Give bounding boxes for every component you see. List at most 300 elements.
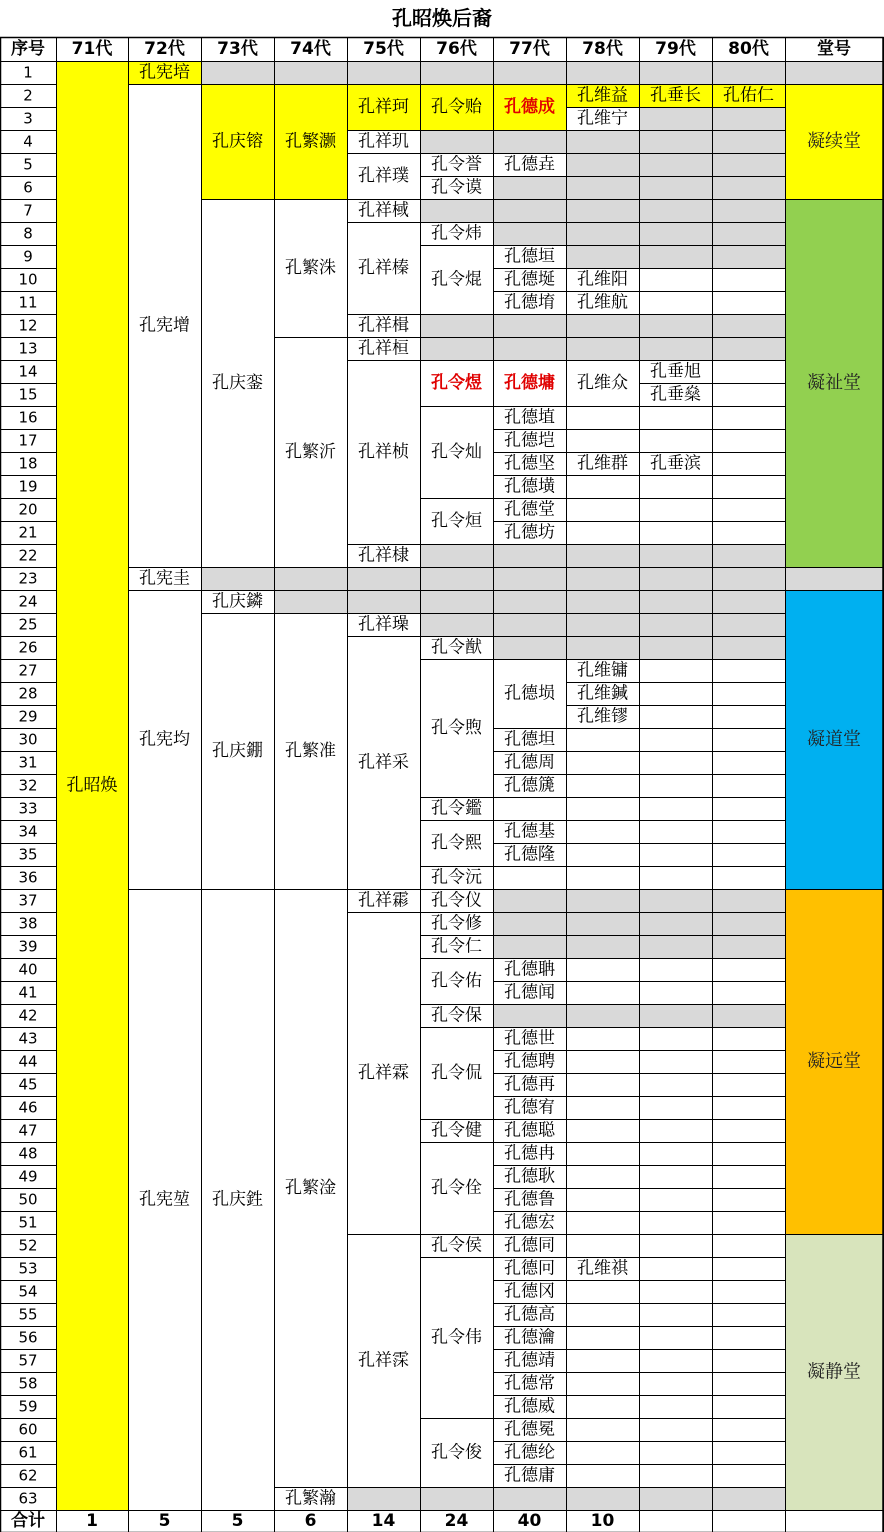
descendant-name: 孔令佺 [431, 1178, 482, 1198]
descendant-name: 孔德周 [504, 752, 555, 773]
column-header: 71代 [71, 39, 113, 59]
row-number: 25 [18, 615, 38, 634]
name-cell [567, 62, 640, 85]
row-number: 24 [18, 592, 38, 611]
descendant-name: 孔令仁 [431, 936, 482, 957]
row-number: 51 [18, 1213, 38, 1232]
name-cell [640, 1097, 713, 1120]
name-cell [421, 62, 494, 85]
name-cell [713, 775, 786, 798]
name-cell [640, 315, 713, 338]
row-number: 59 [18, 1397, 38, 1416]
total-value: 6 [304, 1511, 317, 1531]
name-cell [640, 1143, 713, 1166]
name-cell [713, 1281, 786, 1304]
hall-name: 凝远堂 [807, 1051, 861, 1072]
name-cell [567, 315, 640, 338]
name-cell [567, 913, 640, 936]
descendant-name: 孔令佑 [431, 971, 482, 991]
descendant-name: 孔德威 [504, 1396, 555, 1417]
name-cell [567, 798, 640, 821]
column-header: 78代 [582, 39, 623, 59]
name-cell [713, 1373, 786, 1396]
name-cell [567, 1074, 640, 1097]
descendant-name: 孔祥榛 [358, 258, 409, 278]
column-header: 73代 [217, 39, 258, 59]
descendant-name: 孔令焜 [431, 269, 482, 290]
name-cell [348, 568, 421, 591]
descendant-name: 孔维宁 [577, 108, 628, 129]
name-cell [567, 775, 640, 798]
descendant-name: 孔繁沂 [285, 442, 336, 462]
name-cell [713, 1442, 786, 1465]
hall-name: 凝道堂 [807, 729, 861, 750]
name-cell [640, 913, 713, 936]
name-cell [567, 867, 640, 890]
name-cell [713, 476, 786, 499]
name-cell [567, 1005, 640, 1028]
name-cell [640, 1373, 713, 1396]
descendant-name: 孔令灿 [431, 442, 482, 462]
name-cell [494, 200, 567, 223]
row-number: 58 [18, 1374, 38, 1393]
name-cell [494, 1005, 567, 1028]
name-cell [421, 545, 494, 568]
name-cell [567, 1189, 640, 1212]
descendant-name: 孔德纶 [504, 1442, 555, 1463]
descendant-name: 孔德高 [504, 1304, 555, 1325]
column-header: 74代 [290, 39, 331, 59]
total-value: 1 [86, 1511, 98, 1531]
name-cell [567, 936, 640, 959]
name-cell [786, 62, 884, 85]
descendant-name: 孔维众 [577, 373, 628, 393]
row-number: 9 [23, 247, 33, 266]
name-cell [640, 1396, 713, 1419]
row-number: 18 [18, 454, 38, 473]
name-cell [494, 1488, 567, 1511]
row-number: 49 [18, 1167, 38, 1186]
name-cell [567, 1212, 640, 1235]
name-cell [567, 1120, 640, 1143]
name-cell [713, 1120, 786, 1143]
descendant-name: 孔德冉 [504, 1143, 555, 1164]
descendant-name: 孔维航 [577, 292, 628, 313]
row-number: 3 [23, 109, 33, 128]
name-cell [275, 62, 348, 85]
name-cell [713, 844, 786, 867]
column-header: 75代 [363, 39, 404, 59]
name-cell [567, 568, 640, 591]
name-cell [713, 269, 786, 292]
name-cell [567, 499, 640, 522]
name-cell [640, 683, 713, 706]
descendant-name: 孔祥璞 [358, 166, 409, 186]
descendant-name: 孔德鲁 [504, 1189, 555, 1210]
name-cell [640, 614, 713, 637]
row-number: 36 [18, 868, 38, 887]
column-header: 序号 [11, 39, 45, 59]
name-cell [713, 1304, 786, 1327]
row-number: 42 [18, 1006, 38, 1025]
descendant-name: 孔德世 [504, 1028, 555, 1049]
name-cell [567, 522, 640, 545]
name-cell [713, 637, 786, 660]
descendant-name: 孔令仪 [431, 890, 482, 911]
descendant-name: 孔德冈 [504, 1281, 555, 1302]
descendant-name: 孔德埏 [504, 269, 555, 290]
name-cell [713, 936, 786, 959]
name-cell [640, 545, 713, 568]
name-cell [640, 476, 713, 499]
row-number: 29 [18, 707, 38, 726]
name-cell [567, 1442, 640, 1465]
descendant-name: 孔庆錋 [212, 741, 263, 761]
name-cell [713, 108, 786, 131]
name-cell [640, 62, 713, 85]
row-number: 26 [18, 638, 38, 657]
name-cell [421, 338, 494, 361]
name-cell [640, 1350, 713, 1373]
descendant-name: 孔维祺 [577, 1258, 628, 1279]
name-cell [640, 200, 713, 223]
name-cell [713, 154, 786, 177]
name-cell [640, 154, 713, 177]
row-number: 56 [18, 1328, 38, 1347]
row-number: 21 [18, 523, 38, 542]
row-number: 10 [18, 270, 38, 289]
name-cell [713, 1488, 786, 1511]
name-cell [640, 269, 713, 292]
row-number: 34 [18, 822, 38, 841]
descendant-name: 孔祥棫 [358, 200, 409, 221]
name-cell [567, 959, 640, 982]
descendant-name: 孔德常 [504, 1373, 555, 1394]
total-cell [640, 1511, 713, 1532]
descendant-name: 孔令贻 [431, 97, 482, 117]
name-cell [713, 1166, 786, 1189]
name-cell [567, 246, 640, 269]
descendant-name: 孔维群 [577, 453, 628, 474]
name-cell [713, 1350, 786, 1373]
descendant-name: 孔德冕 [504, 1419, 555, 1440]
row-number: 52 [18, 1236, 38, 1255]
row-number: 16 [18, 408, 38, 427]
name-cell [567, 338, 640, 361]
descendant-name: 孔祥霖 [358, 1063, 409, 1083]
descendant-name: 孔垂滨 [650, 453, 701, 474]
name-cell [640, 1488, 713, 1511]
name-cell [640, 177, 713, 200]
name-cell [640, 223, 713, 246]
descendant-name: 孔维镠 [577, 706, 628, 727]
name-cell [640, 1028, 713, 1051]
name-cell [567, 1235, 640, 1258]
descendant-name: 孔德宏 [504, 1212, 555, 1233]
row-number: 6 [23, 178, 33, 197]
descendant-name: 孔德耿 [504, 1166, 555, 1187]
name-cell [567, 154, 640, 177]
total-value: 40 [517, 1511, 542, 1531]
descendant-name: 孔繁淦 [285, 1178, 336, 1198]
column-header: 76代 [436, 39, 477, 59]
descendant-name: 孔德聪 [504, 1120, 555, 1141]
descendant-name: 孔令谟 [431, 177, 482, 198]
name-cell [494, 545, 567, 568]
name-cell [713, 1419, 786, 1442]
descendant-name: 孔祥棣 [358, 545, 409, 566]
name-cell [494, 591, 567, 614]
name-cell [640, 1258, 713, 1281]
name-cell [640, 292, 713, 315]
descendant-name: 孔令猷 [431, 637, 482, 658]
descendant-name: 孔宪均 [139, 729, 190, 750]
name-cell [640, 522, 713, 545]
row-number: 53 [18, 1259, 38, 1278]
name-cell [640, 798, 713, 821]
name-cell [713, 890, 786, 913]
descendant-name: 孔德瀹 [504, 1327, 555, 1348]
name-cell [567, 430, 640, 453]
descendant-name: 孔令鑑 [431, 798, 482, 819]
row-number: 45 [18, 1075, 38, 1094]
row-number: 61 [18, 1443, 38, 1462]
name-cell [713, 1212, 786, 1235]
name-cell [713, 1235, 786, 1258]
name-cell [640, 982, 713, 1005]
name-cell [567, 1028, 640, 1051]
name-cell [567, 177, 640, 200]
total-cell [713, 1511, 786, 1532]
name-cell [640, 637, 713, 660]
name-cell [640, 752, 713, 775]
name-cell [713, 292, 786, 315]
row-number: 19 [18, 477, 38, 496]
descendant-name: 孔令伟 [431, 1327, 482, 1348]
name-cell [713, 660, 786, 683]
descendant-name: 孔德墴 [504, 476, 555, 497]
name-cell [567, 890, 640, 913]
total-value: 10 [590, 1511, 615, 1531]
name-cell [494, 614, 567, 637]
row-number: 57 [18, 1351, 38, 1370]
name-cell [713, 62, 786, 85]
row-number: 54 [18, 1282, 38, 1301]
descendant-name: 孔祥楫 [358, 315, 409, 336]
descendant-name: 孔繁准 [285, 741, 336, 761]
name-cell [494, 890, 567, 913]
row-number: 41 [18, 983, 38, 1002]
descendant-name: 孔令誉 [431, 154, 482, 175]
name-cell [713, 798, 786, 821]
name-cell [567, 1465, 640, 1488]
row-number: 62 [18, 1466, 38, 1485]
row-number: 38 [18, 914, 38, 933]
name-cell [567, 1350, 640, 1373]
name-cell [567, 844, 640, 867]
name-cell [640, 108, 713, 131]
name-cell [421, 131, 494, 154]
name-cell [713, 499, 786, 522]
row-number: 46 [18, 1098, 38, 1117]
name-cell [421, 200, 494, 223]
name-cell [567, 1396, 640, 1419]
name-cell [640, 1327, 713, 1350]
descendant-name: 孔维镛 [577, 660, 628, 681]
row-number: 35 [18, 845, 38, 864]
name-cell [567, 476, 640, 499]
name-cell [640, 407, 713, 430]
descendant-name: 孔维阳 [577, 269, 628, 290]
name-cell [640, 499, 713, 522]
descendant-name: 孔令沅 [431, 867, 482, 888]
row-number: 12 [18, 316, 38, 335]
name-cell [494, 315, 567, 338]
descendant-name: 孔祥桓 [358, 338, 409, 359]
name-cell [713, 545, 786, 568]
row-number: 15 [18, 385, 38, 404]
name-cell [713, 1005, 786, 1028]
name-cell [421, 591, 494, 614]
name-cell [640, 1189, 713, 1212]
descendant-name: 孔宪培 [139, 62, 190, 83]
name-cell [640, 844, 713, 867]
column-header: 80代 [728, 39, 769, 59]
name-cell [713, 407, 786, 430]
name-cell [713, 913, 786, 936]
name-cell [567, 200, 640, 223]
name-cell [567, 729, 640, 752]
descendant-name: 孔祥霦 [358, 890, 409, 911]
name-cell [567, 1097, 640, 1120]
total-value: 24 [444, 1511, 469, 1531]
name-cell [567, 1488, 640, 1511]
row-number: 5 [23, 155, 33, 174]
name-cell [713, 821, 786, 844]
descendant-name: 孔宪圭 [139, 568, 190, 589]
descendant-name: 孔德埴 [504, 407, 555, 428]
row-number: 22 [18, 546, 38, 565]
hall-name: 凝续堂 [807, 131, 861, 152]
name-cell [494, 568, 567, 591]
name-cell [713, 867, 786, 890]
name-cell [494, 867, 567, 890]
descendant-name: 孔令熙 [431, 833, 482, 853]
name-cell [713, 384, 786, 407]
descendant-name: 孔垂长 [650, 85, 701, 106]
descendant-name: 孔德墉 [504, 373, 555, 393]
descendant-name: 孔祥桢 [358, 442, 409, 462]
name-cell [640, 1051, 713, 1074]
descendant-name: 孔庆銮 [212, 373, 263, 393]
name-cell [713, 177, 786, 200]
name-cell [640, 1304, 713, 1327]
row-number: 20 [18, 500, 38, 519]
name-cell [713, 568, 786, 591]
descendant-name: 孔德聃 [504, 959, 555, 980]
row-number: 37 [18, 891, 38, 910]
column-header: 77代 [509, 39, 550, 59]
column-header: 72代 [144, 39, 185, 59]
name-cell [567, 1304, 640, 1327]
total-value: 14 [371, 1511, 396, 1531]
name-cell [640, 1235, 713, 1258]
descendant-name: 孔祥霂 [358, 1350, 409, 1371]
descendant-name: 孔德坦 [504, 729, 555, 750]
name-cell [640, 1281, 713, 1304]
name-cell [567, 1327, 640, 1350]
descendant-name: 孔令俊 [431, 1442, 482, 1463]
row-number: 7 [23, 201, 33, 220]
descendant-name: 孔德再 [504, 1074, 555, 1095]
name-cell [494, 177, 567, 200]
row-number: 50 [18, 1190, 38, 1209]
descendant-name: 孔繁瀚 [285, 1488, 336, 1509]
name-cell [567, 131, 640, 154]
descendant-name: 孔宪增 [139, 315, 190, 336]
name-cell [713, 982, 786, 1005]
descendant-name: 孔祥玑 [358, 131, 409, 152]
name-cell [640, 1005, 713, 1028]
name-cell [348, 62, 421, 85]
descendant-name: 孔垂燊 [650, 384, 701, 405]
descendant-name: 孔祥璪 [358, 614, 409, 635]
name-cell [713, 131, 786, 154]
descendant-name: 孔德堂 [504, 499, 555, 520]
name-cell [567, 591, 640, 614]
name-cell [640, 131, 713, 154]
name-cell [713, 246, 786, 269]
total-cell [786, 1511, 884, 1532]
name-cell [567, 821, 640, 844]
descendant-name: 孔令健 [431, 1120, 482, 1141]
name-cell [713, 706, 786, 729]
name-cell [640, 1465, 713, 1488]
descendant-name: 孔祥采 [358, 752, 409, 773]
descendant-name: 孔德庸 [504, 1465, 555, 1486]
descendant-name: 孔繁灏 [285, 131, 336, 152]
name-cell [713, 430, 786, 453]
name-cell [640, 660, 713, 683]
descendant-name: 孔庆鉎 [212, 1189, 263, 1210]
row-number: 31 [18, 753, 38, 772]
name-cell [567, 407, 640, 430]
name-cell [567, 614, 640, 637]
name-cell [713, 361, 786, 384]
row-number: 43 [18, 1029, 38, 1048]
descendant-name: 孔庆镕 [212, 131, 263, 152]
column-header: 堂号 [817, 39, 851, 59]
name-cell [567, 1143, 640, 1166]
name-cell [421, 315, 494, 338]
name-cell [348, 591, 421, 614]
hall-name: 凝祉堂 [807, 372, 861, 394]
row-number: 14 [18, 362, 38, 381]
name-cell [494, 131, 567, 154]
descendant-name: 孔德篪 [504, 775, 555, 796]
name-cell [567, 752, 640, 775]
name-cell [640, 706, 713, 729]
row-number: 63 [18, 1489, 38, 1508]
descendant-name: 孔繁洙 [285, 258, 336, 278]
descendant-name: 孔德宥 [504, 1097, 555, 1118]
hall-name: 凝静堂 [807, 1361, 861, 1383]
descendant-name: 孔德冋 [504, 1258, 555, 1279]
name-cell [640, 1074, 713, 1097]
descendant-name: 孔令保 [431, 1005, 482, 1026]
name-cell [275, 568, 348, 591]
descendant-name: 孔德隆 [504, 844, 555, 865]
